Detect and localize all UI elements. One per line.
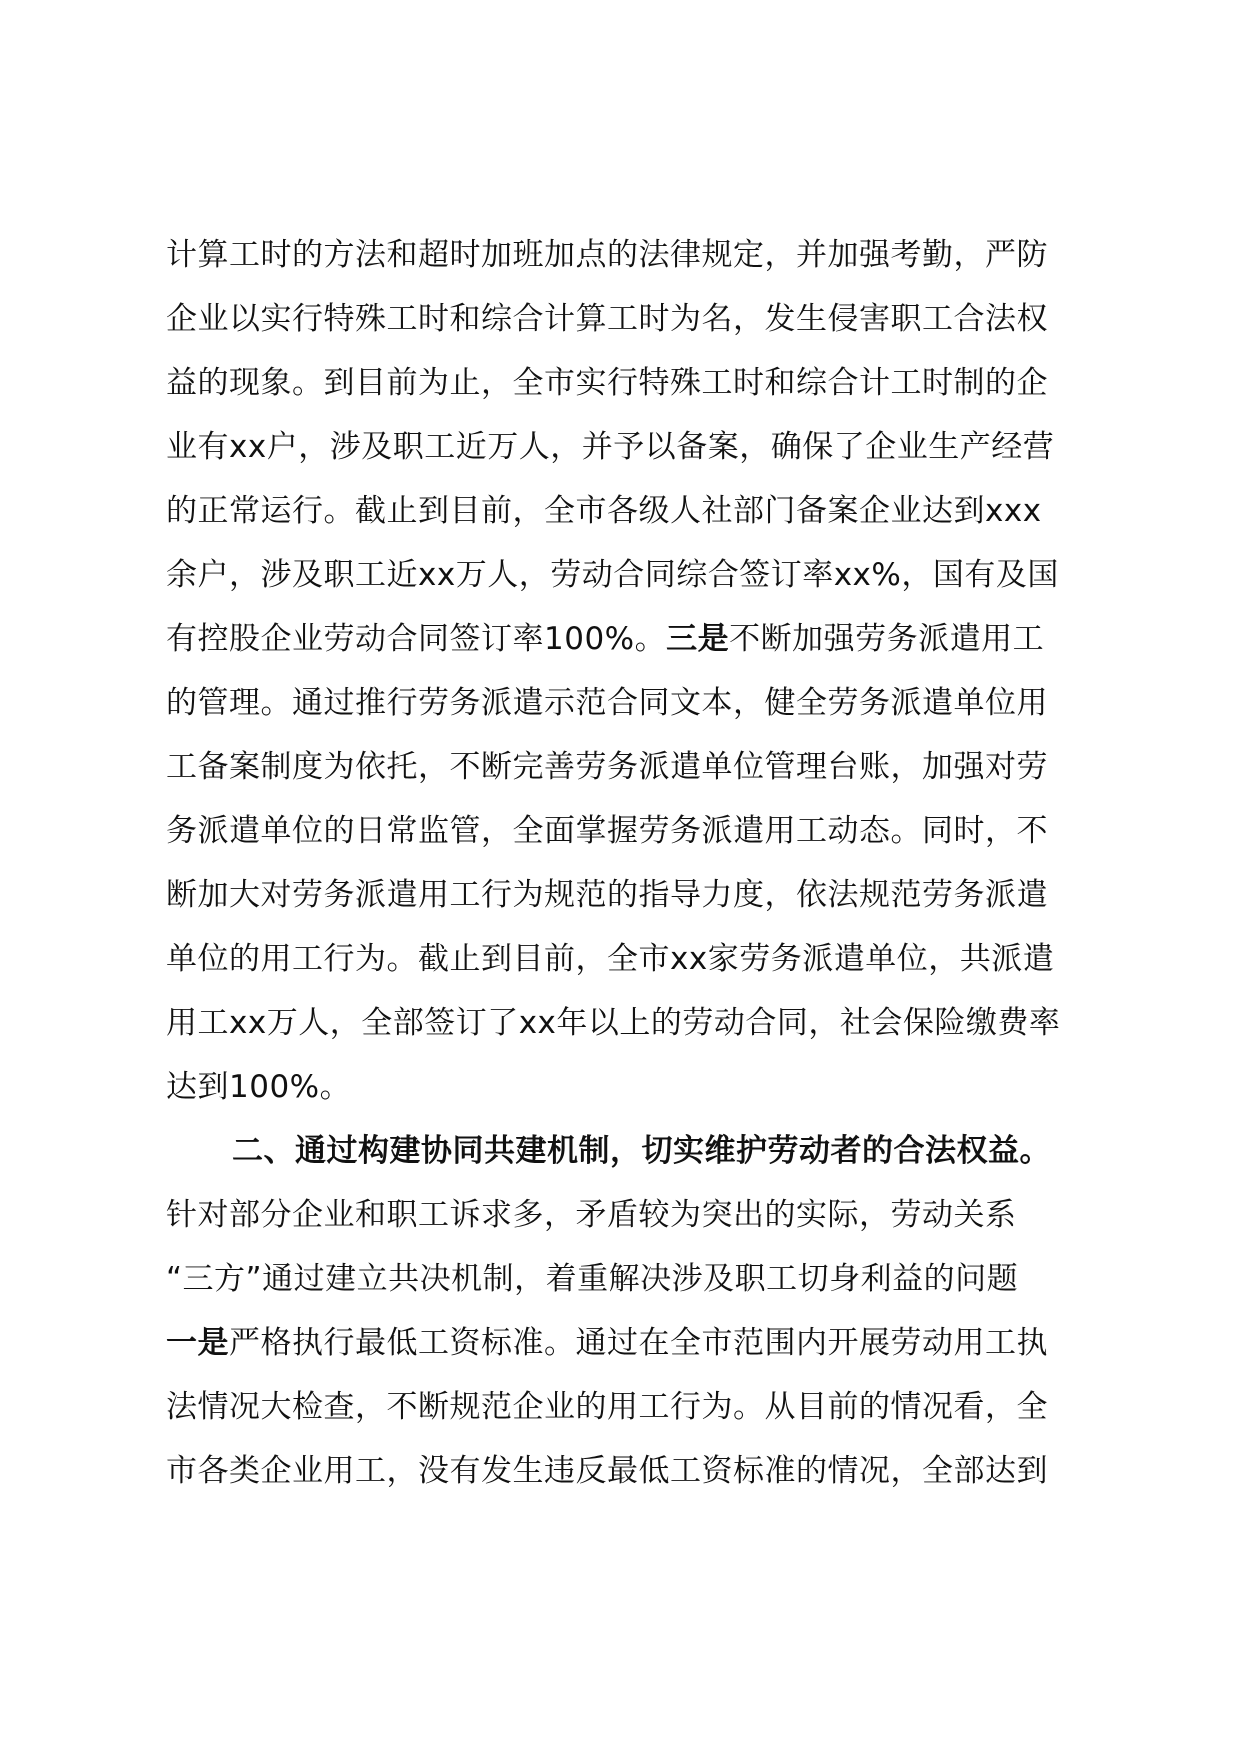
body-text-line: 益的现象。到目前为止，全市实行特殊工时和综合计工时制的企: [166, 365, 1048, 401]
body-text-line: 企业以实行特殊工时和综合计算工时为名，发生侵害职工合法权: [166, 301, 1048, 337]
body-text-line: 用工xx万人，全部签订了xx年以上的劳动合同，社会保险缴费率: [166, 1005, 1061, 1041]
section-heading: 二、通过构建协同共建机制，切实维护劳动者的合法权益。: [232, 1133, 1051, 1169]
body-text-line: 达到100%。: [166, 1069, 352, 1105]
body-text-line: 务派遣单位的日常监管，全面掌握劳务派遣用工动态。同时，不: [166, 813, 1048, 849]
body-text-line: 工备案制度为依托，不断完善劳务派遣单位管理台账，加强对劳: [166, 749, 1048, 785]
body-text-line: 计算工时的方法和超时加班加点的法律规定，并加强考勤，严防: [166, 237, 1048, 273]
body-text-line: 针对部分企业和职工诉求多，矛盾较为突出的实际，劳动关系: [166, 1197, 1017, 1233]
body-text-line: 业有xx户，涉及职工近万人，并予以备案，确保了企业生产经营: [166, 429, 1055, 465]
body-text-line: 的管理。通过推行劳务派遣示范合同文本，健全劳务派遣单位用: [166, 685, 1048, 721]
body-text-line: 法情况大检查，不断规范企业的用工行为。从目前的情况看，全: [166, 1389, 1048, 1425]
body-text-line: 余户，涉及职工近xx万人，劳动合同综合签订率xx%，国有及国: [166, 557, 1059, 593]
body-text-line: 单位的用工行为。截止到目前，全市xx家劳务派遣单位，共派遣: [166, 941, 1055, 977]
body-text-line: “三方”通过建立共决机制，着重解决涉及职工切身利益的问题: [166, 1261, 1019, 1297]
body-text-line: 断加大对劳务派遣用工行为规范的指导力度，依法规范劳务派遣: [166, 877, 1048, 913]
emphasis-label: 三是: [666, 621, 730, 657]
body-text-line: 的正常运行。截止到目前，全市各级人社部门备案企业达到xxx: [166, 493, 1042, 529]
body-text-line: 有控股企业劳动合同签订率100%。三是不断加强劳务派遣用工: [166, 621, 1045, 657]
body-text-line: 一是严格执行最低工资标准。通过在全市范围内开展劳动用工执: [166, 1325, 1048, 1361]
body-text-line: 市各类企业用工，没有发生违反最低工资标准的情况，全部达到: [166, 1453, 1048, 1489]
emphasis-label: 一是: [166, 1325, 229, 1361]
